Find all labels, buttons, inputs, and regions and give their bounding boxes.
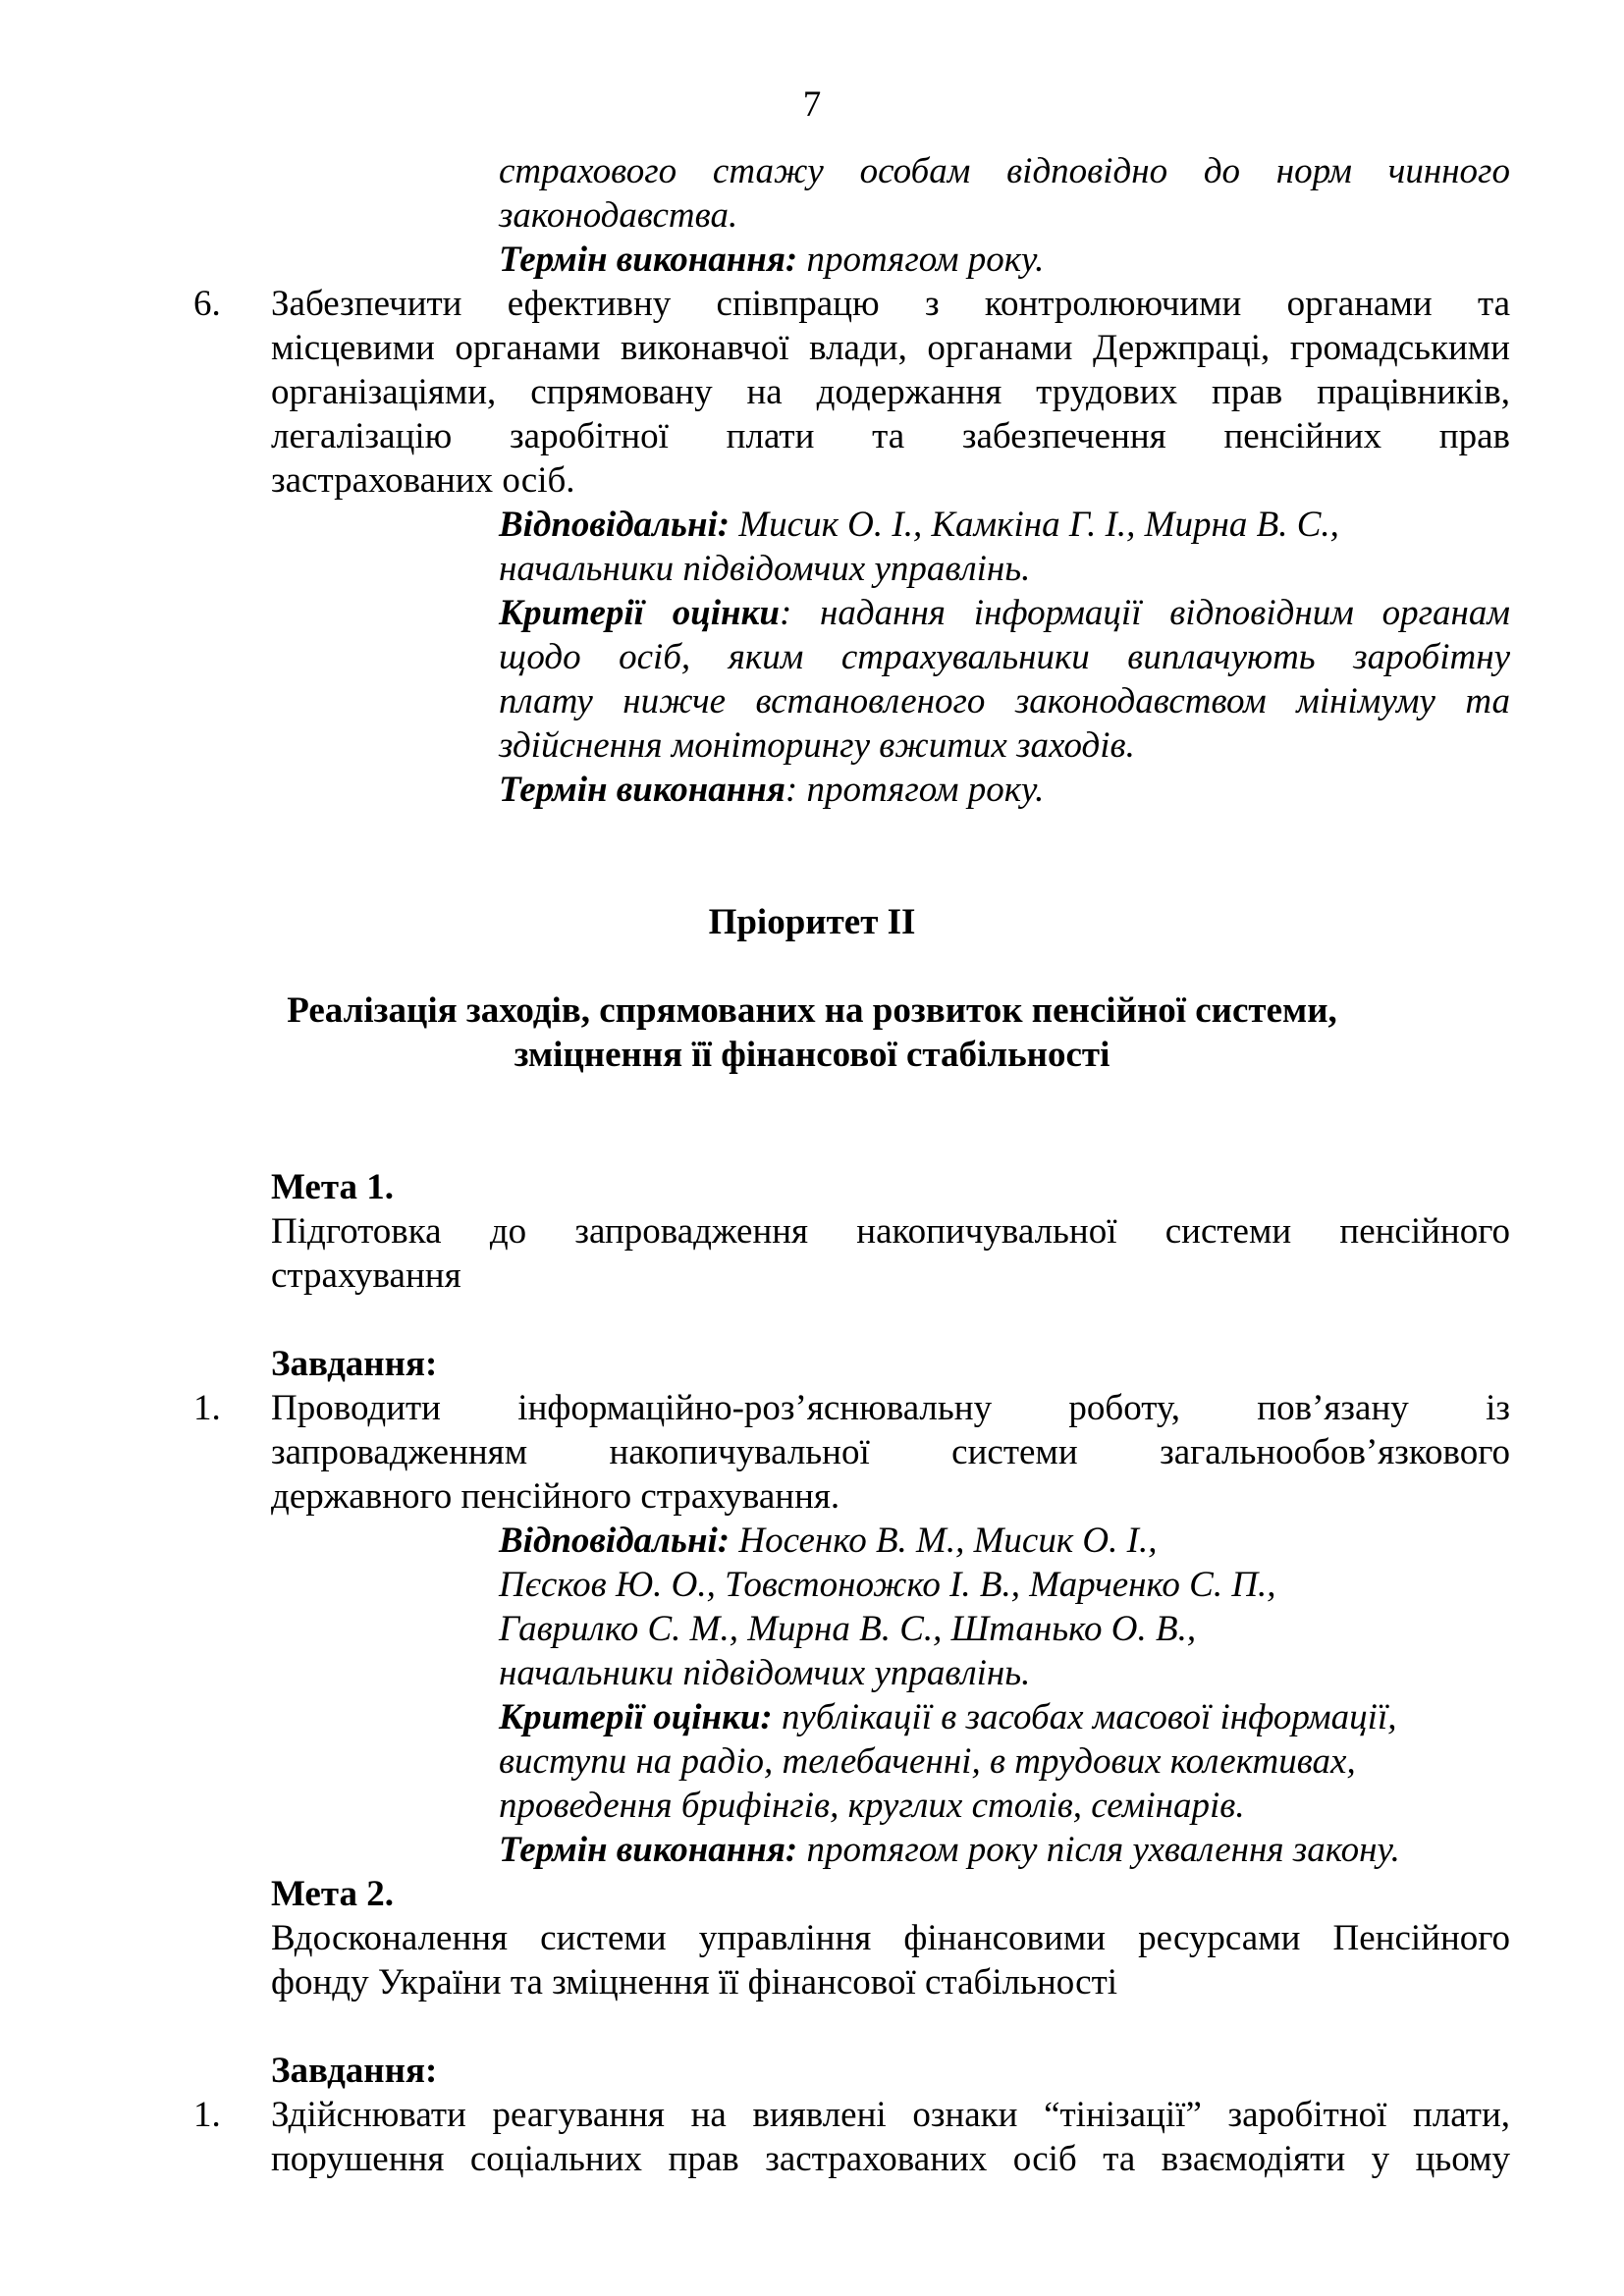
term-value: протягом року після ухвалення закону.	[797, 1830, 1400, 1870]
goal-2-heading: Мета 2.	[271, 1874, 394, 1914]
tasks-heading: Завдання:	[271, 1344, 438, 1384]
text-line: застрахованих осіб.	[271, 460, 575, 501]
text-line: легалізацію заробітної плати та забезпечення пенсійних прав	[271, 416, 1510, 456]
responsible-label: Відповідальні:	[499, 505, 731, 545]
responsible-line	[499, 503, 1510, 547]
term-label: Термін виконання	[499, 770, 785, 810]
text-line: страхування	[271, 1255, 461, 1296]
term-value: : протягом року.	[785, 770, 1045, 810]
criteria-line	[499, 1695, 1510, 1739]
goal-2-text	[271, 1916, 1510, 2004]
tasks-heading: Завдання:	[271, 2051, 438, 2091]
criteria-text: : надання інформації відповідним органам	[779, 593, 1510, 633]
text-line: Забезпечити ефективну співпрацю з контролюючими органами та	[271, 284, 1510, 324]
criteria-line: проведення брифінгів, круглих столів, семінарів.	[499, 1786, 1245, 1826]
text-line: порушення соціальних прав застрахованих осіб та взаємодіяти у цьому	[271, 2139, 1510, 2179]
text-line: запровадженням накопичувальної системи загальнообов’язкового	[271, 1432, 1510, 1472]
responsible-names: Носенко В. М., Мисик О. І.,	[730, 1521, 1158, 1561]
text-line: Проводити інформаційно-роз’яснювальну роботу, пов’язану із	[271, 1388, 1510, 1428]
goal-1-heading: Мета 1.	[271, 1167, 394, 1207]
criteria-line: плату нижче встановленого законодавством мінімуму та	[499, 681, 1510, 721]
criteria-line: здійснення моніторингу вжитих заходів.	[499, 725, 1135, 766]
text-line: фонду України та зміцнення її фінансової стабільності	[271, 1962, 1118, 2002]
page-number: 7	[802, 84, 822, 125]
term-line	[499, 1828, 1510, 1872]
continuation-block	[499, 149, 1510, 282]
goal-2-task-1-text	[271, 2093, 1510, 2181]
text-line: державного пенсійного страхування.	[271, 1476, 840, 1517]
item-number: 1.	[193, 2095, 221, 2135]
text-line: місцевими органами виконавчої влади, органами Держпраці, громадськими	[271, 328, 1510, 368]
responsible-names: Мисик О. І., Камкіна Г. І., Мирна В. С.,	[730, 505, 1339, 545]
goal-1-task-1-details	[499, 1519, 1510, 1872]
responsible-line: начальники підвідомчих управлінь.	[499, 549, 1031, 589]
criteria-line	[499, 591, 1510, 635]
responsible-label: Відповідальні:	[499, 1521, 731, 1561]
responsible-line: начальники підвідомчих управлінь.	[499, 1653, 1031, 1693]
text-line: Здійснювати реагування на виявлені ознаки “тінізації” заробітної плати,	[271, 2095, 1510, 2135]
term-value: протягом року.	[797, 240, 1045, 280]
item-6-text	[271, 282, 1510, 503]
text-line: організаціями, спрямовану на додержання трудових прав працівників,	[271, 372, 1510, 412]
priority-title: Пріоритет ІІ	[708, 902, 916, 942]
goal-1-task-1-text	[271, 1386, 1510, 1519]
text-line: страхового стажу особам відповідно до норм чинного	[499, 151, 1510, 191]
term-line	[499, 768, 1510, 812]
responsible-line: Пєсков Ю. О., Товстоножко І. В., Марченко С. П.,	[499, 1565, 1276, 1605]
item-6-details	[499, 503, 1510, 812]
criteria-line: виступи на радіо, телебаченні, в трудових колективах,	[499, 1741, 1356, 1782]
term-line	[499, 238, 1510, 282]
goal-1-text	[271, 1209, 1510, 1298]
text-line: законодавства.	[499, 195, 738, 236]
term-label: Термін виконання:	[499, 1830, 798, 1870]
text-line: Підготовка до запровадження накопичувальної системи пенсійного	[271, 1211, 1510, 1252]
criteria-label: Критерії оцінки:	[499, 1697, 773, 1737]
term-label: Термін виконання:	[499, 240, 798, 280]
item-number: 6.	[193, 284, 221, 324]
item-number: 1.	[193, 1388, 221, 1428]
priority-subtitle-line: зміцнення її фінансової стабільності	[514, 1035, 1110, 1075]
priority-subtitle-line: Реалізація заходів, спрямованих на розвиток пенсійної системи,	[287, 990, 1337, 1031]
responsible-line	[499, 1519, 1510, 1563]
responsible-line: Гаврилко С. М., Мирна В. С., Штанько О. В.,	[499, 1609, 1197, 1649]
criteria-line: щодо осіб, яким страхувальники виплачують заробітну	[499, 637, 1510, 677]
text-line: Вдосконалення системи управління фінансовими ресурсами Пенсійного	[271, 1918, 1510, 1958]
criteria-label: Критерії оцінки	[499, 593, 780, 633]
criteria-text: публікації в засобах масової інформації,	[772, 1697, 1397, 1737]
